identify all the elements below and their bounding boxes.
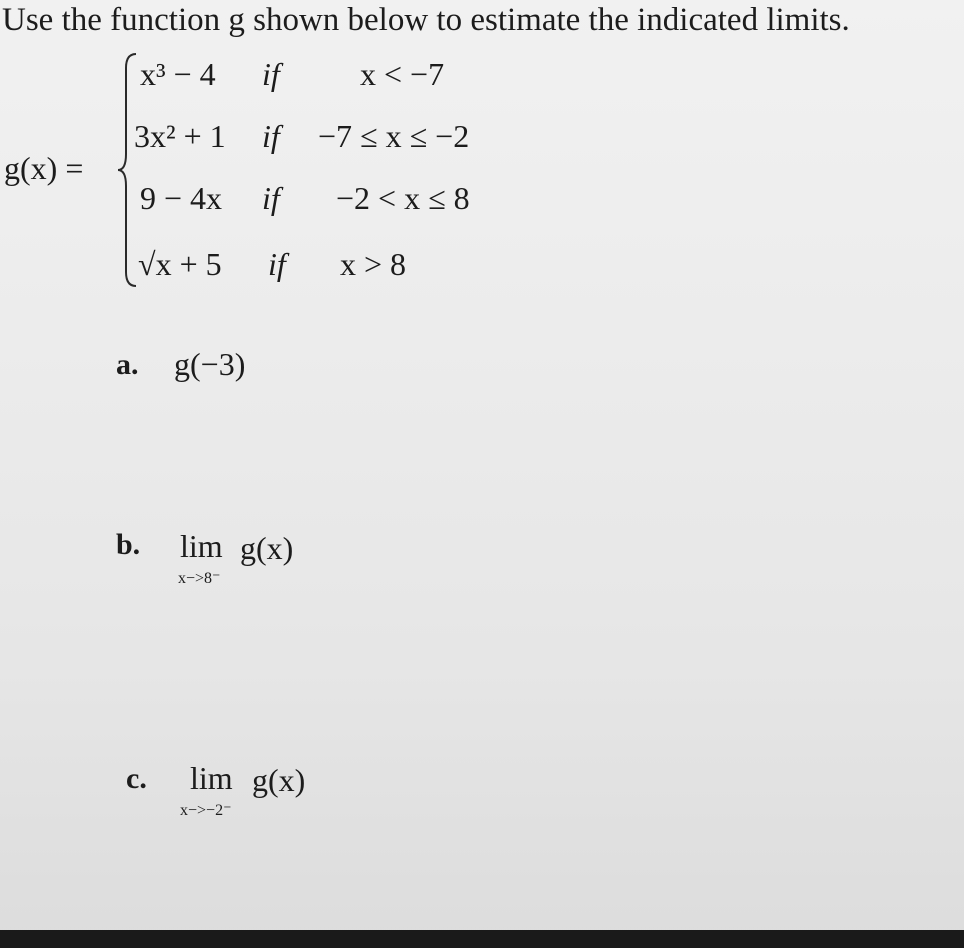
piece-1-expression: x³ − 4: [140, 56, 216, 92]
screen-bottom-edge: [0, 930, 964, 948]
part-c-label: c.: [126, 762, 147, 795]
piece-4-expression: √x + 5: [138, 246, 222, 282]
piece-3-if: if: [262, 180, 280, 216]
part-b-expression: g(x): [240, 530, 294, 566]
piece-2-expression: 3x² + 1: [134, 118, 226, 154]
question-title: Use the function g shown below to estimate the indicated limits.: [2, 2, 850, 38]
piece-1-if: if: [262, 56, 280, 92]
part-a-label: a.: [116, 348, 139, 381]
part-a-expression: g(−3): [174, 346, 246, 382]
part-c-limit-subscript: x−>−2⁻: [180, 802, 232, 819]
piece-3-expression: 9 − 4x: [140, 180, 223, 216]
piece-3-condition: −2 < x ≤ 8: [336, 180, 470, 216]
piece-2-condition: −7 ≤ x ≤ −2: [318, 118, 470, 154]
function-lhs: g(x) =: [4, 150, 84, 186]
part-c-expression: g(x): [252, 762, 306, 798]
part-b-lim: lim: [180, 528, 223, 564]
piece-2-if: if: [262, 118, 280, 154]
part-b-limit-subscript: x−>8⁻: [178, 570, 221, 587]
piece-4-condition: x > 8: [340, 246, 407, 282]
piece-1-condition: x < −7: [360, 56, 445, 92]
piecewise-brace: [116, 50, 140, 290]
part-b-label: b.: [116, 528, 141, 561]
part-c-lim: lim: [190, 760, 233, 796]
piece-4-if: if: [268, 246, 286, 282]
